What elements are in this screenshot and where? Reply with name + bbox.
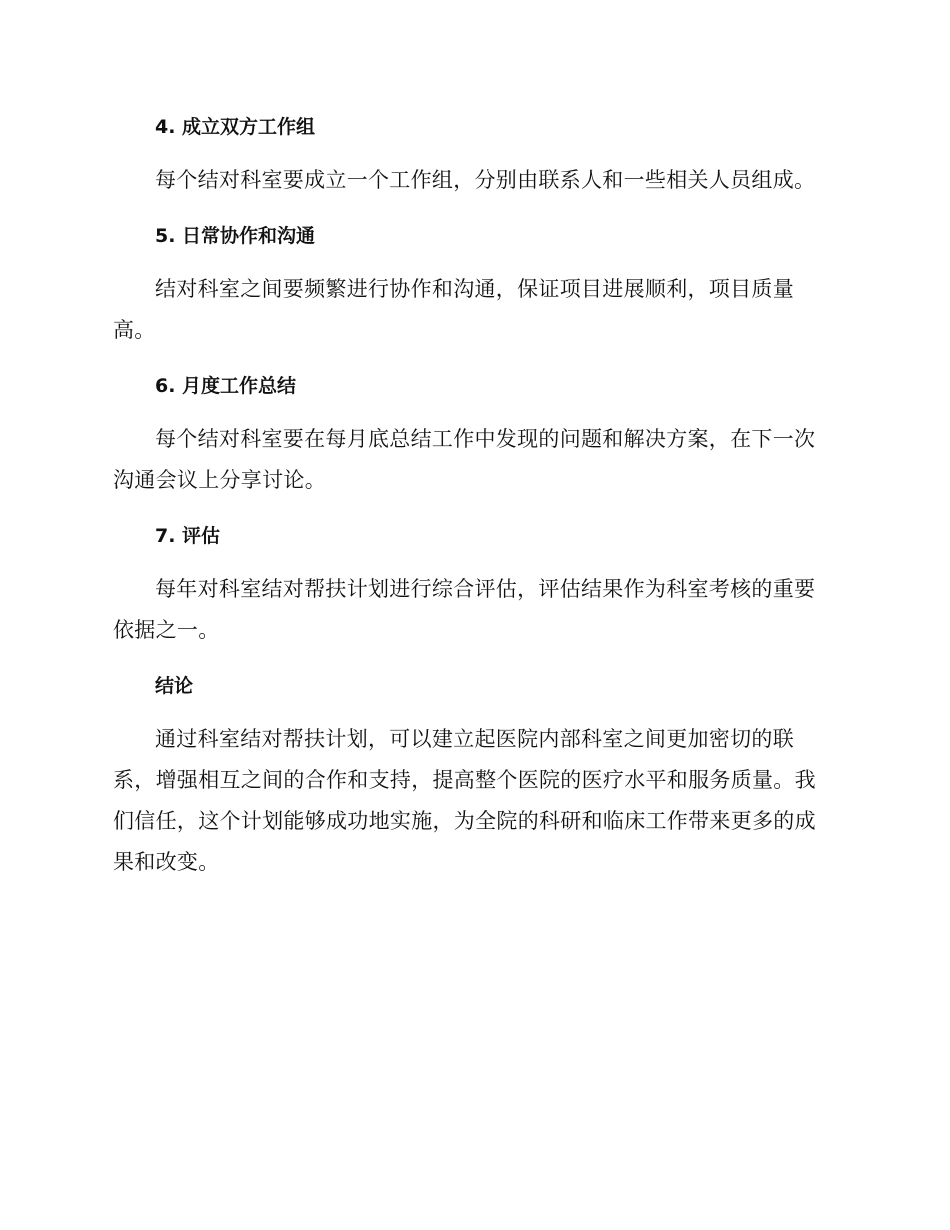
section-paragraph-working-group: 每个结对科室要成立一个工作组，分别由联系人和一些相关人员组成。 [155,168,816,192]
section-heading-conclusion: 结论 [155,675,194,697]
section-heading-evaluation: 7. 评估 [155,525,221,547]
section-heading-working-group: 4. 成立双方工作组 [155,116,316,138]
section-heading-monthly-summary: 6. 月度工作总结 [155,375,297,397]
section-paragraph-daily-collaboration: 结对科室之间要频繁进行协作和沟通，保证项目进展顺利，项目质量高。 [113,277,794,342]
section-heading-daily-collaboration: 5. 日常协作和沟通 [155,225,316,247]
document-body [113,108,833,899]
section-paragraph-conclusion: 通过科室结对帮扶计划，可以建立起医院内部科室之间更加密切的联系，增强相互之间的合作和支持，提高整个医院的医疗水平和服务质量。我们信任，这个计划能够成功地实施，为全院的科研和临床工作带来更多的成果和改变。 [113,727,816,874]
section-paragraph-evaluation: 每年对科室结对帮扶计划进行综合评估，评估结果作为科室考核的重要依据之一。 [113,577,816,642]
section-paragraph-monthly-summary: 每个结对科室要在每月底总结工作中发现的问题和解决方案，在下一次沟通会议上分享讨论。 [113,427,816,492]
